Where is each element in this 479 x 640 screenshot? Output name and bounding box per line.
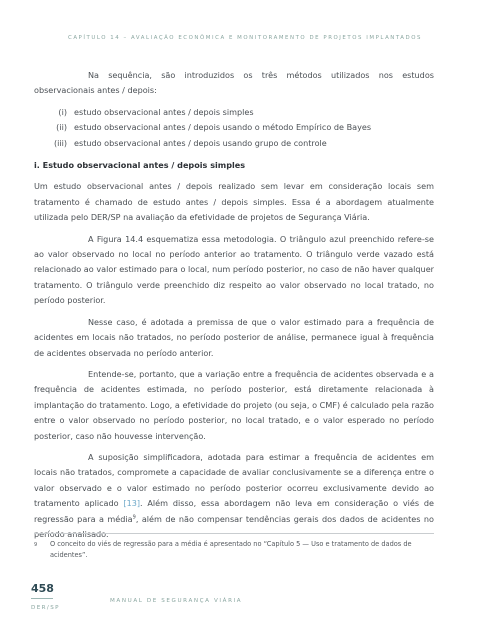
intro-paragraph: Na sequência, são introduzidos os três métodos utilizados nos estudos observacionais antes / depois:	[34, 70, 434, 96]
list-item-text: estudo observacional antes / depois usando grupo de controle	[74, 137, 327, 148]
footer-divider	[31, 598, 53, 599]
paragraph-1: Um estudo observacional antes / depois realizado sem levar em consideração locais sem tratamento é chamado de estudo antes / depois simples. Essa é a abordagem atualmente utilizada pelo DER/SP na avaliação da efetividade de projetos de Segurança Viária.	[34, 181, 434, 223]
list-item-text: estudo observacional antes / depois simples	[74, 106, 254, 117]
paragraph-3: Nesse caso, é adotada a premissa de que o valor estimado para a frequência de acidentes em locais não tratados, no período posterior de análise, permanece igual à frequência de acidentes observada no período anterior.	[34, 316, 434, 358]
paragraph-5	[34, 450, 434, 542]
list-item-text: estudo observacional antes / depois usando o método Empírico de Bayes	[74, 122, 372, 133]
page-number: 458	[31, 582, 54, 595]
footnote	[34, 539, 434, 562]
footnote-divider	[34, 533, 434, 534]
paragraph-5-part-a: A suposição simplificadora, adotada para estimar a frequência de acidentes em locais não tratados, compromete a capacidade de avaliar conclusivamente se a diferença entre o valor observado e o valor estimado no período posterior ocorreu exclusivamente devido ao tratamento aplicado	[34, 451, 434, 509]
running-head: CAPÍTULO 14 – AVALIAÇÃO ECONÔMICA E MONITORAMENTO DE PROJETOS IMPLANTADOS	[68, 35, 423, 41]
paragraph-5-part-c: , além de não compensar tendências gerais dos dados de acidentes no período analisado.	[34, 513, 435, 539]
footnote-reference[interactable]: 9	[132, 513, 136, 520]
list-item	[34, 136, 434, 151]
list-item	[34, 105, 434, 120]
paragraph-4: Entende-se, portanto, que a variação entre a frequência de acidentes observada e a frequência de acidentes estimada, no período posterior, está diretamente relacionada à implantação do tratamento. Logo, a efetividade do projeto (ou seja, o CMF) é calculado pela razão entre o valor observado no período posterior, no local tratado, e o valor esperado no período posterior, caso não houvesse intervenção.	[34, 368, 434, 441]
list-item-number: (i)	[58, 106, 67, 117]
paragraph-5-part-b: . Além disso, essa abordagem não leva em consideração o viés de regressão para a média	[34, 498, 435, 524]
list-item-number: (ii)	[56, 122, 67, 133]
footnote-mark: 9	[34, 542, 38, 548]
publisher-label: DER/SP	[31, 605, 60, 611]
body-text	[34, 68, 434, 542]
book-title: MANUAL DE SEGURANÇA VIÁRIA	[110, 598, 243, 604]
list-item-number: (iii)	[53, 137, 67, 148]
list-item	[34, 120, 434, 135]
footnote-text: O conceito do viés de regressão para a média é apresentado no “Capítulo 5 — Uso e tratamento de dados de acidentes”.	[50, 540, 412, 560]
paragraph-2: A Figura 14.4 esquematiza essa metodologia. O triângulo azul preenchido refere-se ao valor observado no local no período anterior ao tratamento. O triângulo verde vazado está relacionado ao valor estimado para o local, num período posterior, no caso de não haver qualquer tratamento. O triângulo verde preenchido diz respeito ao valor observado no local tratado, no período posterior.	[34, 233, 434, 306]
citation-link[interactable]: [13]	[123, 498, 141, 509]
section-heading: i. Estudo observacional antes / depois simples	[34, 160, 246, 171]
methods-list	[34, 105, 434, 151]
